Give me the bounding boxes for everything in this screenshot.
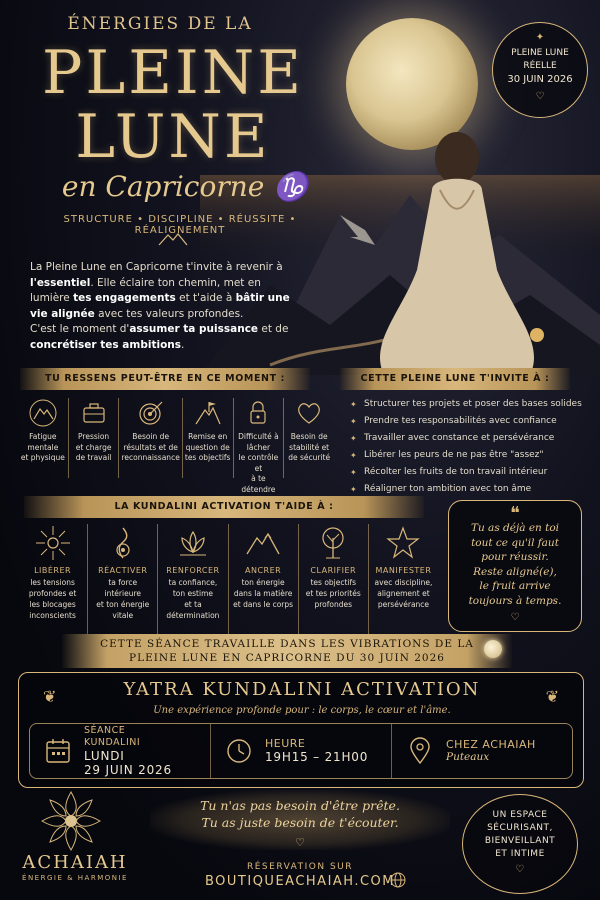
event-box bbox=[18, 672, 584, 788]
event-date: 29 JUIN 2026 bbox=[84, 763, 172, 777]
mountain-icon bbox=[28, 398, 58, 428]
kundalini-item-text: avec discipline, bbox=[374, 578, 433, 587]
intro-text bbox=[30, 260, 300, 353]
feel-item bbox=[284, 398, 334, 478]
kundalini-item-title: MANIFESTER bbox=[375, 566, 432, 575]
laurel-right-icon: ❦ bbox=[545, 687, 559, 706]
intro-highlight: bâtir une vie alignée bbox=[30, 292, 290, 320]
kundalini-item-text: persévérance bbox=[377, 600, 430, 609]
star-icon bbox=[384, 524, 422, 562]
heart-icon: ♡ bbox=[510, 612, 520, 623]
feel-item-text: et charge bbox=[75, 442, 112, 452]
hour-value: 19H15 – 21H00 bbox=[265, 750, 369, 764]
feel-item-text: Pression bbox=[78, 432, 110, 441]
kundalini-item-title: LIBÉRER bbox=[34, 566, 72, 575]
kundalini-item-text: et tes priorités bbox=[305, 589, 361, 598]
quote-box bbox=[448, 500, 582, 632]
kundalini-item-text: ton estime bbox=[172, 589, 213, 598]
kundalini-item-title: ANCRER bbox=[244, 566, 282, 575]
briefcase-icon bbox=[79, 398, 109, 428]
kundalini-item-text: ta confiance, bbox=[168, 578, 218, 587]
feel-item bbox=[234, 398, 285, 494]
location-pin-icon bbox=[406, 737, 434, 765]
badge-line: PLEINE LUNE bbox=[511, 48, 569, 58]
title-lune: LUNE bbox=[75, 102, 271, 172]
vibration-banner bbox=[62, 634, 512, 668]
feel-item bbox=[119, 398, 182, 478]
kundalini-item-text: ton énergie bbox=[241, 578, 285, 587]
badge-date: 30 JUIN 2026 bbox=[507, 74, 573, 85]
kundalini-item-text: dans la matière bbox=[233, 589, 293, 598]
quote-text bbox=[457, 521, 573, 608]
event-date-cell bbox=[30, 724, 211, 778]
kundalini-item-text: les tensions bbox=[30, 578, 75, 587]
keywords-line: STRUCTURE • DISCIPLINE • RÉUSSITE • RÉALIGNEMENT bbox=[63, 214, 297, 236]
list-item: ✦ Réaligner ton ambition avec ton âme bbox=[350, 481, 595, 498]
list-item: ✦ Récolter les fruits de ton travail intérieur bbox=[350, 464, 595, 481]
feel-item bbox=[183, 398, 234, 478]
feel-item-text: Besoin de bbox=[290, 432, 328, 441]
quote-mark-icon: ❝ bbox=[510, 503, 520, 524]
brand-tagline: ÉNERGIE & HARMONIE bbox=[22, 874, 128, 882]
mountain-icon bbox=[244, 524, 282, 562]
event-subtitle: Une expérience profonde pour : le corps, le cœur et l'âme. bbox=[153, 705, 451, 716]
small-mountain-icon bbox=[158, 232, 188, 246]
badge-line: ET INTIME bbox=[495, 849, 545, 859]
feel-item-text: à te détendre bbox=[241, 474, 276, 494]
feel-item-text: reconnaissance bbox=[121, 453, 180, 462]
event-info-row bbox=[29, 723, 573, 779]
feel-item-text: et physique bbox=[20, 453, 65, 462]
tree-icon bbox=[314, 524, 352, 562]
sparkle-icon: ✦ bbox=[535, 32, 545, 43]
lotus-icon bbox=[174, 524, 212, 562]
kundalini-icon bbox=[104, 524, 142, 562]
list-item: ✦ Libérer les peurs de ne pas être "assez" bbox=[350, 447, 595, 464]
quote-line: pour réussir. bbox=[481, 551, 549, 563]
brand-name: ACHAIAH bbox=[22, 852, 128, 873]
kundalini-item bbox=[299, 524, 369, 634]
message-line: Tu n'as pas besoin d'être prête. bbox=[200, 798, 400, 813]
clock-icon bbox=[225, 737, 253, 765]
kundalini-item-text: et dans le corps bbox=[233, 600, 294, 609]
place-label: CHEZ ACHAIAH bbox=[446, 738, 536, 751]
summit-flag-icon bbox=[193, 398, 223, 428]
calendar-icon bbox=[44, 737, 72, 765]
globe-icon bbox=[390, 872, 406, 888]
title-small: ÉNERGIES DE LA bbox=[67, 14, 253, 34]
heart-icon: ♡ bbox=[535, 91, 545, 102]
intro-highlight: assumer ta puissance bbox=[129, 323, 259, 335]
badge-line: UN ESPACE bbox=[492, 810, 548, 820]
feel-item-text: tes objectifs bbox=[184, 453, 231, 462]
kundalini-item bbox=[18, 524, 88, 634]
event-day: LUNDI bbox=[84, 749, 125, 763]
kundalini-item-text: ta force intérieure bbox=[104, 578, 141, 598]
feel-item-text: résultats et de bbox=[123, 442, 178, 452]
lock-icon bbox=[243, 398, 273, 428]
feel-grid bbox=[18, 398, 334, 494]
quote-line: toujours à temps. bbox=[468, 594, 562, 607]
vibration-line: CETTE SÉANCE TRAVAILLE DANS LES VIBRATIONS DE LA bbox=[100, 638, 474, 650]
event-place-cell bbox=[392, 724, 572, 778]
message-line: Tu as juste besoin de t'écouter. bbox=[201, 815, 399, 830]
feel-heading: TU RESSENS PEUT-ÊTRE EN CE MOMENT : bbox=[20, 368, 310, 390]
feel-item-text: de travail bbox=[75, 453, 112, 462]
hour-label: HEURE bbox=[265, 737, 306, 750]
kundalini-item-text: profondes bbox=[314, 600, 353, 609]
feel-item-text: mentale bbox=[27, 442, 59, 452]
title-pleine: PLEINE bbox=[41, 38, 304, 108]
intro-highlight: tes engagements bbox=[73, 292, 176, 304]
intro-highlight: concrétiser tes ambitions bbox=[30, 338, 182, 351]
invite-heading: CETTE PLEINE LUNE T'INVITE À : bbox=[340, 368, 570, 390]
kundalini-item-text: les blocages bbox=[29, 600, 76, 609]
safe-space-badge bbox=[462, 794, 578, 894]
message-brush bbox=[150, 790, 450, 850]
kundalini-heading: LA KUNDALINI ACTIVATION T'AIDE À : bbox=[24, 496, 424, 518]
kundalini-item bbox=[158, 524, 228, 634]
quote-line: le fruit arrive bbox=[479, 580, 551, 592]
kundalini-item-text: alignement et bbox=[377, 589, 430, 598]
feel-item-text: Difficulté à lâcher bbox=[238, 432, 279, 452]
heart-icon bbox=[294, 398, 324, 428]
reservation-label: RÉSERVATION SUR bbox=[246, 862, 354, 872]
feel-item-text: Remise en bbox=[188, 432, 228, 441]
intro-text-part: avec tes valeurs profondes. bbox=[94, 307, 244, 320]
quote-line: Tu as déjà en toi bbox=[470, 522, 560, 534]
seance-label: SÉANCE bbox=[84, 725, 126, 736]
feel-item bbox=[69, 398, 120, 478]
invite-list bbox=[350, 396, 595, 498]
kundalini-grid bbox=[18, 524, 438, 634]
reservation-link[interactable]: BOUTIQUEACHAIAH.COM bbox=[204, 874, 396, 889]
list-item: ✦ Prendre tes responsabilités avec confiance bbox=[350, 413, 595, 430]
heart-icon: ♡ bbox=[515, 864, 525, 875]
intro-text-part: C'est le moment d' bbox=[30, 323, 130, 335]
intro-text-part: La Pleine Lune en Capricorne t'invite à revenir à bbox=[30, 261, 283, 273]
intro-text-part: . Elle éclaire ton chemin, met en lumière bbox=[30, 276, 261, 304]
laurel-left-icon: ❦ bbox=[43, 687, 57, 706]
intro-highlight: l'essentiel bbox=[30, 276, 91, 289]
list-item: ✦ Structurer tes projets et poser des bases solides bbox=[350, 396, 595, 413]
kundalini-item-text: et ta détermination bbox=[166, 600, 220, 620]
list-item: ✦ Travailler avec constance et persévérance bbox=[350, 430, 595, 447]
kundalini-item-text: tes objectifs bbox=[310, 578, 357, 587]
intro-text-part: et de bbox=[258, 323, 289, 335]
feel-item-text: stabilité et bbox=[289, 442, 330, 452]
intro-text-part: et t'aide à bbox=[175, 292, 236, 304]
kundalini-item bbox=[88, 524, 158, 634]
kundalini-item-text: vitale bbox=[112, 611, 134, 620]
lotus-mandala-logo-icon bbox=[36, 786, 106, 856]
target-icon bbox=[136, 398, 166, 428]
kundalini-item bbox=[229, 524, 299, 634]
badge-line: BIENVEILLANT bbox=[484, 836, 556, 846]
moon-icon bbox=[484, 640, 502, 658]
feel-item-text: question de bbox=[185, 442, 230, 452]
kundalini-item-text: et ton énergie bbox=[96, 600, 150, 609]
intro-text-part: . bbox=[181, 338, 185, 351]
event-title: YATRA KUNDALINI ACTIVATION bbox=[123, 679, 481, 700]
feel-item-text: Besoin de bbox=[132, 432, 170, 441]
kundalini-item bbox=[369, 524, 438, 634]
kundalini-item-text: inconscients bbox=[29, 611, 76, 620]
badge-line: RÉELLE bbox=[523, 61, 557, 71]
vibration-line: PLEINE LUNE EN CAPRICORNE DU 30 JUIN 2026 bbox=[129, 652, 445, 664]
heart-icon: ♡ bbox=[295, 836, 305, 849]
meditating-woman-image bbox=[362, 120, 552, 370]
kundalini-item-title: CLARIFIER bbox=[310, 566, 357, 575]
quote-line: Reste aligné(e), bbox=[473, 565, 557, 578]
feel-item-text: Fatigue bbox=[29, 432, 57, 441]
feel-item-text: le contrôle et bbox=[238, 453, 279, 473]
feel-item bbox=[18, 398, 69, 478]
sunburst-icon bbox=[34, 524, 72, 562]
feel-item-text: de sécurité bbox=[288, 453, 331, 462]
full-moon-date-badge bbox=[492, 22, 588, 118]
title-en-capricorne: en Capricorne ♑ bbox=[61, 170, 309, 203]
kundalini-item-text: profondes et bbox=[28, 589, 77, 598]
quote-line: tout ce qu'il faut bbox=[471, 536, 559, 549]
place-value: Puteaux bbox=[446, 751, 490, 763]
seance-label: KUNDALINI bbox=[84, 737, 141, 748]
kundalini-item-title: RENFORCER bbox=[166, 566, 220, 575]
badge-line: SÉCURISANT, bbox=[487, 823, 553, 833]
event-time-cell bbox=[211, 724, 392, 778]
kundalini-item-title: RÉACTIVER bbox=[98, 566, 148, 575]
